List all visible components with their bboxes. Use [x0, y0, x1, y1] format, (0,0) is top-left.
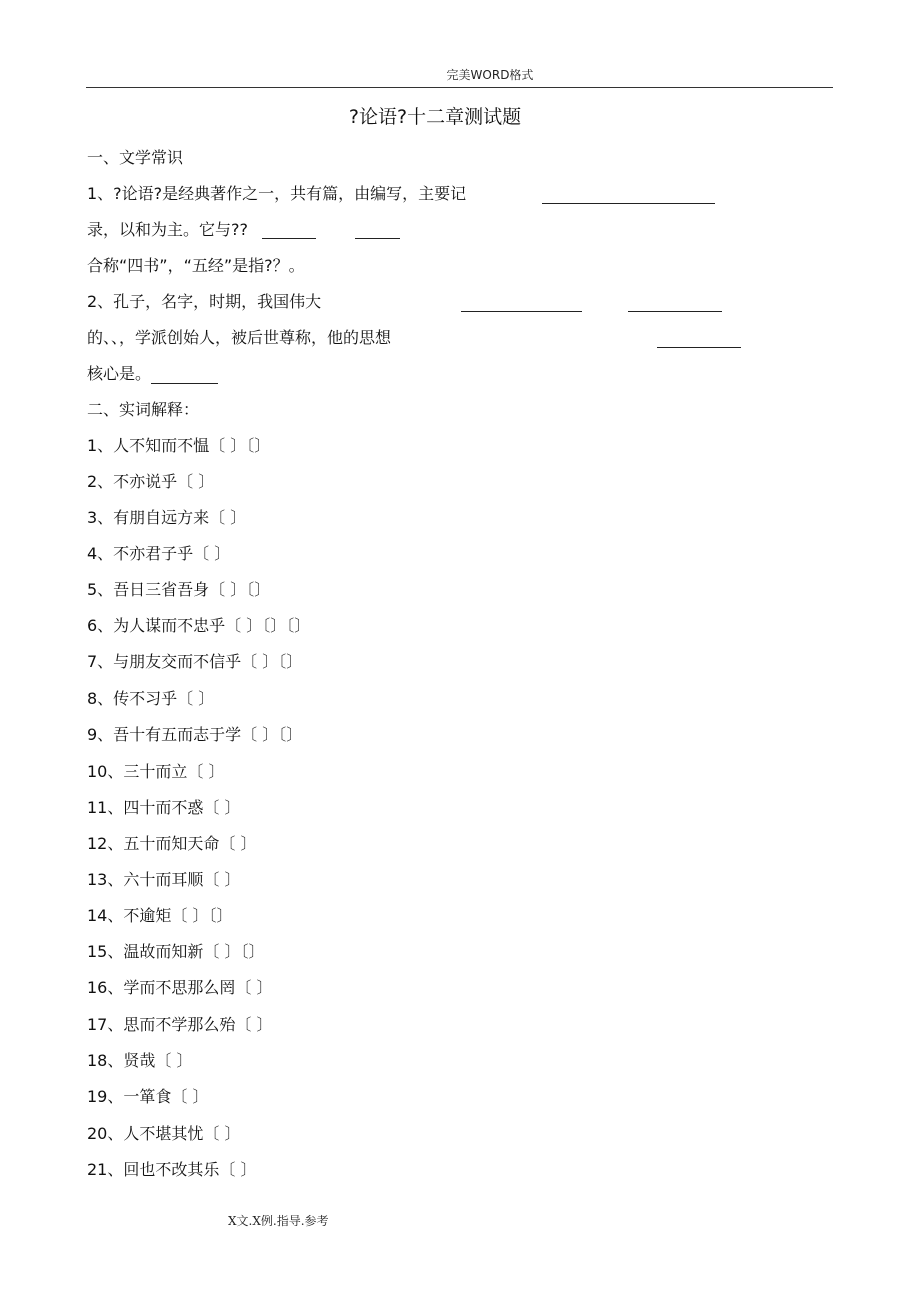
section-heading-vocabulary: 二、实词解释： — [87, 400, 200, 419]
vocab-item: 6、为人谋而不忠乎〔 〕〔〕〔〕 — [87, 616, 311, 635]
answer-blank — [262, 238, 316, 239]
question-line: 合称“四书”，“五经”是指?？。 — [87, 256, 305, 275]
vocab-item: 12、五十而知天命〔 〕 — [87, 834, 257, 853]
vocab-item: 8、传不习乎〔 〕 — [87, 689, 215, 708]
answer-blank — [628, 311, 722, 312]
vocab-item: 7、与朋友交而不信乎〔 〕〔〕 — [87, 652, 303, 671]
vocab-item: 5、吾日三省吾身〔 〕〔〕 — [87, 580, 271, 599]
vocab-item: 15、温故而知新〔 〕〔〕 — [87, 942, 265, 961]
question-line: 录，以和为主。它与?? — [87, 220, 248, 239]
question-line: 核心是。 — [87, 364, 152, 383]
vocab-item: 11、四十而不惑〔 〕 — [87, 798, 241, 817]
vocab-item: 17、思而不学那么殆〔 〕 — [87, 1015, 273, 1034]
answer-blank — [542, 203, 715, 204]
vocab-item: 14、不逾矩〔 〕〔〕 — [87, 906, 233, 925]
header-divider — [86, 87, 833, 88]
question-line: 2、孔子，名字，时期，我国伟大 — [87, 292, 322, 311]
vocab-item: 18、贤哉〔 〕 — [87, 1051, 193, 1070]
vocab-item: 9、吾十有五而志于学〔 〕〔〕 — [87, 725, 303, 744]
answer-blank — [151, 383, 218, 384]
vocab-item: 16、学而不思那么罔〔 〕 — [87, 978, 273, 997]
vocab-item: 20、人不堪其忧〔 〕 — [87, 1124, 241, 1143]
vocab-item: 1、人不知而不愠〔 〕〔〕 — [87, 436, 271, 455]
page-header: 完美WORD格式 — [446, 68, 534, 82]
answer-blank — [461, 311, 582, 312]
vocab-item: 2、不亦说乎〔 〕 — [87, 472, 215, 491]
answer-blank — [355, 238, 400, 239]
section-heading-literature: 一、文学常识 — [87, 148, 184, 167]
question-line: 1、?论语?是经典著作之一，共有篇，由编写，主要记 — [87, 184, 467, 203]
page-footer: X文.X例.指导.参考 — [228, 1214, 329, 1228]
vocab-item: 4、不亦君子乎〔 〕 — [87, 544, 231, 563]
question-line: 的、、，学派创始人，被后世尊称，他的思想 — [87, 328, 392, 347]
vocab-item: 19、一箪食〔 〕 — [87, 1087, 209, 1106]
document-title: ?论语?十二章测试题 — [348, 106, 522, 128]
vocab-item: 3、有朋自远方来〔 〕 — [87, 508, 247, 527]
vocab-item: 21、回也不改其乐〔 〕 — [87, 1160, 257, 1179]
vocab-item: 13、六十而耳顺〔 〕 — [87, 870, 241, 889]
answer-blank — [657, 347, 741, 348]
vocab-item: 10、三十而立〔 〕 — [87, 762, 225, 781]
